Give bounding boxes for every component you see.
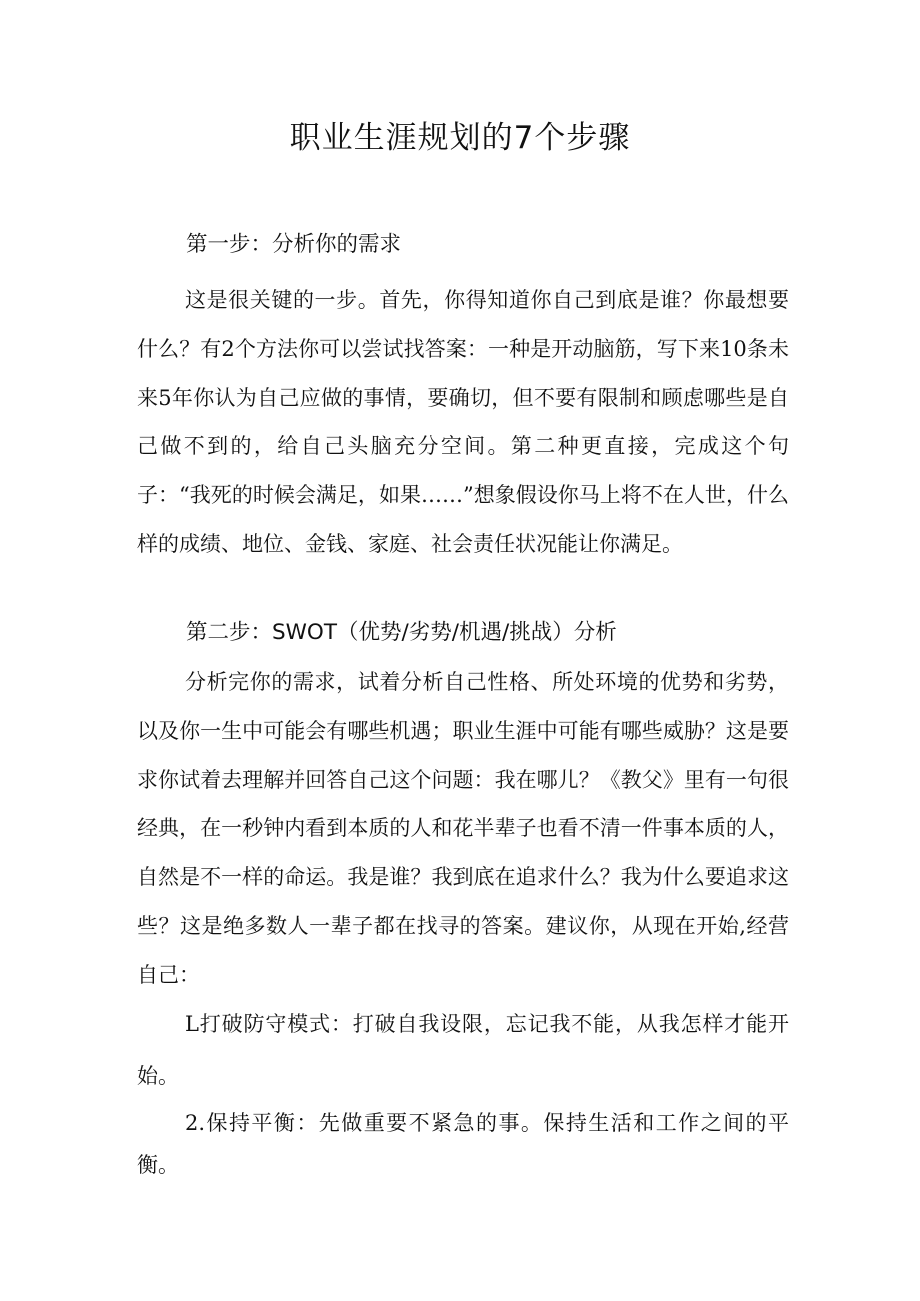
- document-title: 职业生涯规划的7个步骤: [289, 120, 631, 156]
- step2-list-item-1: L打破防守模式：打破自我设限，忘记我不能，从我怎样才能开始。: [137, 1012, 789, 1088]
- step1-paragraph: 这是很关键的一步。首先，你得知道你自己到底是谁？你最想要什么？有2个方法你可以尝试找答案：一种是开动脑筋，写下来10条未来5年你认为自己应做的事情，要确切，但不要有限制和顾虑哪些是自己做不到的，给自己头脑充分空间。第二种更直接，完成这个句子：“我死的时候会满足，如果……”想象假设你马上将不在人世，什么样的成绩、地位、金钱、家庭、社会责任状况能让你满足。: [137, 288, 789, 556]
- step1-heading: 第一步：分析你的需求: [186, 232, 402, 257]
- step2-list-item-2: 2.保持平衡：先做重要不紧急的事。保持生活和工作之间的平衡。: [137, 1111, 789, 1177]
- step2-heading: 第二步：SWOT（优势/劣势/机遇/挑战）分析: [186, 620, 617, 645]
- step2-paragraph: 分析完你的需求，试着分析自己性格、所处环境的优势和劣势，以及你一生中可能会有哪些机遇；职业生涯中可能有哪些威胁？这是要求你试着去理解并回答自己这个问题：我在哪儿？《教父》里有一句很经典，在一秒钟内看到本质的人和花半辈子也看不清一件事本质的人，自然是不一样的命运。我是谁？我到底在追求什么？我为什么要追求这些？这是绝多数人一辈子都在找寻的答案。建议你，从现在开始,经营自己：: [137, 670, 789, 987]
